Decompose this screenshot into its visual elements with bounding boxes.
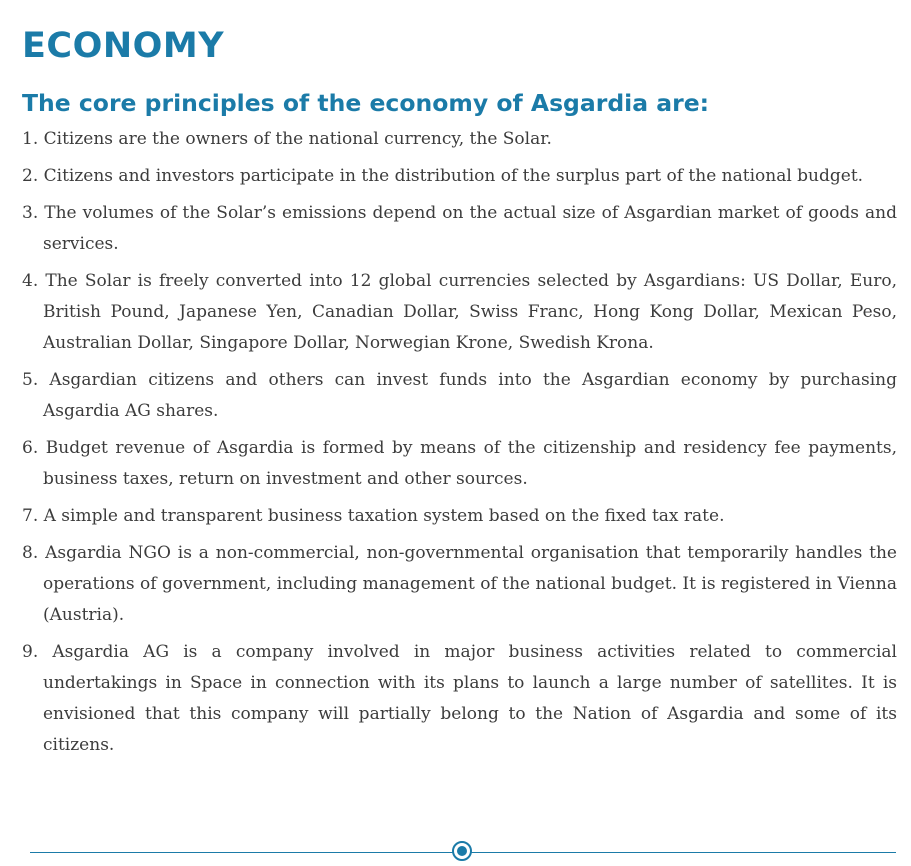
- circle-target-icon: [452, 841, 472, 861]
- page-title: ECONOMY: [22, 26, 225, 66]
- principle-item: 7. A simple and transparent business taxation system based on the fixed tax rate.: [22, 506, 725, 526]
- principle-item: 5. Asgardian citizens and others can invest funds into the Asgardian economy by purchasing Asgardia AG shares.: [22, 370, 897, 421]
- principle-item: 8. Asgardia NGO is a non-commercial, non-governmental organisation that temporarily handles the operations of government, including management of the national budget. It is registered in Vienna (Austria).: [22, 543, 897, 625]
- principles-list: [22, 124, 897, 761]
- principle-item: 9. Asgardia AG is a company involved in major business activities related to commercial undertakings in Space in connection with its plans to launch a large number of satellites. It is envisioned that this company will partially belong to the Nation of Asgardia and some of its citizens.: [22, 642, 897, 755]
- section-subtitle: The core principles of the economy of Asgardia are:: [22, 89, 710, 117]
- principle-item: 4. The Solar is freely converted into 12 global currencies selected by Asgardians: US Dollar, Euro, British Pound, Japanese Yen, Canadian Dollar, Swiss Franc, Hong Kong Dollar, Mexican Peso, Australian Dollar, Singapore Dollar, Norwegian Krone, Swedish Krona.: [22, 271, 897, 353]
- principle-item: 1. Citizens are the owners of the national currency, the Solar.: [22, 129, 552, 149]
- principle-item: 6. Budget revenue of Asgardia is formed by means of the citizenship and residency fee payments, business taxes, return on investment and other sources.: [22, 438, 897, 489]
- principle-item: 2. Citizens and investors participate in the distribution of the surplus part of the national budget.: [22, 166, 864, 186]
- principle-item: 3. The volumes of the Solar’s emissions depend on the actual size of Asgardian market of goods and services.: [22, 203, 897, 254]
